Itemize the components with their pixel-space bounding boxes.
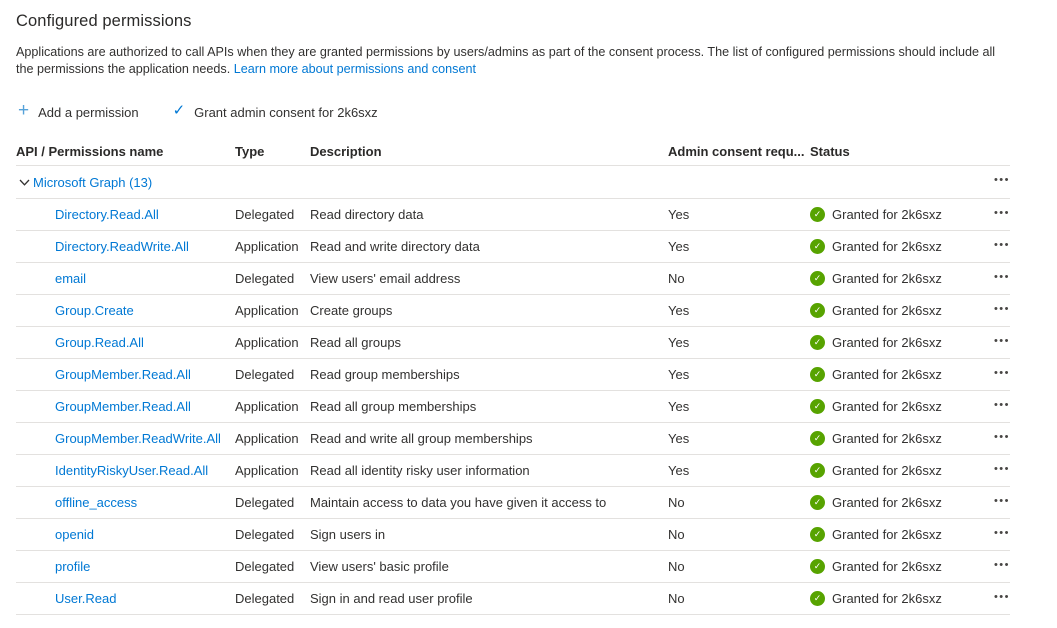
- group-menu-cell: [985, 173, 1010, 191]
- table-row: [16, 391, 1010, 423]
- permission-type-cell: Application: [235, 463, 299, 478]
- permission-name-link[interactable]: Group.Read.All: [55, 335, 144, 350]
- permission-name-cell: [16, 335, 235, 350]
- status-text: Granted for 2k6sxz: [832, 335, 942, 350]
- permission-name-cell: [16, 367, 235, 382]
- permission-description-cell: Read directory data: [310, 207, 424, 222]
- permission-name-link[interactable]: GroupMember.ReadWrite.All: [55, 431, 221, 446]
- table-row: [16, 519, 1010, 551]
- add-permission-button[interactable]: [16, 101, 141, 124]
- status-cell: [810, 399, 985, 414]
- admin-consent-required-cell: No: [668, 527, 685, 542]
- admin-consent-required-cell: Yes: [668, 303, 690, 318]
- permission-type-cell: Delegated: [235, 207, 295, 222]
- checkmark-icon: ✓: [172, 102, 186, 119]
- row-menu-cell: [985, 334, 1010, 352]
- more-options-icon[interactable]: •••: [994, 398, 1010, 416]
- permission-name-link[interactable]: IdentityRiskyUser.Read.All: [55, 463, 209, 478]
- permission-description-cell: Read all groups: [310, 335, 402, 350]
- permission-name-link[interactable]: GroupMember.Read.All: [55, 367, 191, 382]
- permission-description-cell: Read and write directory data: [310, 239, 480, 254]
- grant-admin-consent-button[interactable]: [171, 101, 380, 124]
- status-cell: [810, 527, 985, 542]
- permission-name-cell: [16, 495, 235, 510]
- more-options-icon[interactable]: •••: [994, 366, 1010, 384]
- status-cell: [810, 463, 985, 478]
- more-options-icon[interactable]: •••: [994, 206, 1010, 224]
- row-menu-cell: [985, 398, 1010, 416]
- permission-name-link[interactable]: Directory.Read.All: [55, 207, 159, 222]
- permission-name-cell: [16, 239, 235, 254]
- permission-name-cell: [16, 463, 235, 478]
- status-cell: [810, 431, 985, 446]
- status-text: Granted for 2k6sxz: [832, 271, 942, 286]
- permission-type-cell: Application: [235, 303, 299, 318]
- row-menu-cell: [985, 462, 1010, 480]
- more-options-icon[interactable]: •••: [994, 334, 1010, 352]
- status-text: Granted for 2k6sxz: [832, 239, 942, 254]
- status-cell: [810, 303, 985, 318]
- table-row: [16, 231, 1010, 263]
- add-permission-label: Add a permission: [38, 104, 139, 120]
- granted-check-icon: ✓: [810, 559, 825, 574]
- admin-consent-required-cell: Yes: [668, 367, 690, 382]
- granted-check-icon: ✓: [810, 367, 825, 382]
- permissions-table: [16, 138, 1010, 615]
- plus-icon: +: [18, 100, 30, 121]
- table-row: [16, 295, 1010, 327]
- admin-consent-required-cell: Yes: [668, 335, 690, 350]
- permission-description-cell: Maintain access to data you have given it access to: [310, 495, 607, 510]
- permission-description-cell: Sign users in: [310, 527, 386, 542]
- table-row: [16, 551, 1010, 583]
- row-menu-cell: [985, 206, 1010, 224]
- page-title: Configured permissions: [16, 12, 192, 30]
- permission-name-cell: [16, 591, 235, 606]
- row-menu-cell: [985, 270, 1010, 288]
- row-menu-cell: [985, 430, 1010, 448]
- permission-name-cell: [16, 271, 235, 286]
- api-group-row-microsoft-graph: [16, 166, 1010, 199]
- admin-consent-required-cell: Yes: [668, 207, 690, 222]
- permission-type-cell: Application: [235, 239, 299, 254]
- table-row: [16, 327, 1010, 359]
- permission-name-link[interactable]: User.Read: [55, 591, 117, 606]
- permission-type-cell: Application: [235, 335, 299, 350]
- more-options-icon[interactable]: •••: [994, 270, 1010, 288]
- granted-check-icon: ✓: [810, 495, 825, 510]
- status-text: Granted for 2k6sxz: [832, 463, 942, 478]
- row-menu-cell: [985, 590, 1010, 608]
- permission-name-link[interactable]: offline_access: [55, 495, 138, 510]
- permission-type-cell: Delegated: [235, 559, 295, 574]
- granted-check-icon: ✓: [810, 239, 825, 254]
- permission-type-cell: Delegated: [235, 495, 295, 510]
- granted-check-icon: ✓: [810, 527, 825, 542]
- admin-consent-required-cell: Yes: [668, 239, 690, 254]
- status-cell: [810, 559, 985, 574]
- granted-check-icon: ✓: [810, 207, 825, 222]
- permission-name-link[interactable]: email: [55, 271, 87, 286]
- table-row: [16, 199, 1010, 231]
- permission-description-cell: Read and write all group memberships: [310, 431, 533, 446]
- granted-check-icon: ✓: [810, 399, 825, 414]
- status-text: Granted for 2k6sxz: [832, 303, 942, 318]
- admin-consent-required-cell: Yes: [668, 399, 690, 414]
- more-options-icon[interactable]: •••: [994, 173, 1010, 191]
- table-body: [16, 199, 1010, 615]
- status-text: Granted for 2k6sxz: [832, 399, 942, 414]
- admin-consent-required-cell: No: [668, 495, 685, 510]
- permission-type-cell: Application: [235, 399, 299, 414]
- header-admin-consent-required: Admin consent requ...: [668, 144, 805, 159]
- granted-check-icon: ✓: [810, 335, 825, 350]
- command-bar: [16, 98, 1010, 126]
- granted-check-icon: ✓: [810, 271, 825, 286]
- row-menu-cell: [985, 366, 1010, 384]
- permission-name-link[interactable]: Group.Create: [55, 303, 134, 318]
- header-status: Status: [810, 144, 850, 159]
- permission-name-link[interactable]: openid: [55, 527, 95, 542]
- granted-check-icon: ✓: [810, 303, 825, 318]
- more-options-icon[interactable]: •••: [994, 494, 1010, 512]
- status-cell: [810, 591, 985, 606]
- permission-description-cell: Read all identity risky user information: [310, 463, 530, 478]
- status-cell: [810, 239, 985, 254]
- granted-check-icon: ✓: [810, 431, 825, 446]
- status-text: Granted for 2k6sxz: [832, 591, 942, 606]
- permission-type-cell: Delegated: [235, 367, 295, 382]
- status-cell: [810, 207, 985, 222]
- status-cell: [810, 367, 985, 382]
- table-row: [16, 455, 1010, 487]
- permission-type-cell: Delegated: [235, 271, 295, 286]
- group-link-microsoft-graph[interactable]: Microsoft Graph (13): [33, 174, 153, 190]
- header-api-permissions-name: API / Permissions name: [16, 144, 164, 159]
- permission-type-cell: Application: [235, 431, 299, 446]
- description-text: Applications are authorized to call APIs when they are granted permissions by users/admins as part of the consent process. The list of configured permissions should include all the permissions the application needs.: [16, 45, 996, 76]
- granted-check-icon: ✓: [810, 463, 825, 478]
- permission-name-cell: [16, 207, 235, 222]
- row-menu-cell: [985, 302, 1010, 320]
- permission-type-cell: Delegated: [235, 527, 295, 542]
- more-options-icon[interactable]: •••: [994, 462, 1010, 480]
- row-menu-cell: [985, 526, 1010, 544]
- status-text: Granted for 2k6sxz: [832, 431, 942, 446]
- more-options-icon[interactable]: •••: [994, 238, 1010, 256]
- admin-consent-required-cell: Yes: [668, 431, 690, 446]
- table-header-row: [16, 138, 1010, 166]
- status-text: Granted for 2k6sxz: [832, 559, 942, 574]
- more-options-icon[interactable]: •••: [994, 558, 1010, 576]
- admin-consent-required-cell: No: [668, 591, 685, 606]
- status-text: Granted for 2k6sxz: [832, 495, 942, 510]
- permission-description-cell: Create groups: [310, 303, 393, 318]
- table-row: [16, 423, 1010, 455]
- permission-name-cell: [16, 431, 235, 446]
- status-text: Granted for 2k6sxz: [832, 367, 942, 382]
- header-type: Type: [235, 144, 265, 159]
- permission-name-link[interactable]: profile: [55, 559, 91, 574]
- grant-admin-consent-label: Grant admin consent for 2k6sxz: [194, 104, 378, 120]
- permission-description-cell: Read group memberships: [310, 367, 460, 382]
- permission-name-cell: [16, 527, 235, 542]
- table-row: [16, 359, 1010, 391]
- permission-description-cell: View users' basic profile: [310, 559, 449, 574]
- more-options-icon[interactable]: •••: [994, 590, 1010, 608]
- header-description: Description: [310, 144, 382, 159]
- admin-consent-required-cell: No: [668, 559, 685, 574]
- permission-name-link[interactable]: GroupMember.Read.All: [55, 399, 191, 414]
- more-options-icon[interactable]: •••: [994, 302, 1010, 320]
- permission-type-cell: Delegated: [235, 591, 295, 606]
- status-cell: [810, 335, 985, 350]
- status-cell: [810, 495, 985, 510]
- status-text: Granted for 2k6sxz: [832, 527, 942, 542]
- more-options-icon[interactable]: •••: [994, 526, 1010, 544]
- row-menu-cell: [985, 238, 1010, 256]
- status-cell: [810, 271, 985, 286]
- permission-name-cell: [16, 303, 235, 318]
- admin-consent-required-cell: No: [668, 271, 685, 286]
- table-row: [16, 263, 1010, 295]
- chevron-down-icon: [18, 176, 30, 188]
- permission-name-cell: [16, 399, 235, 414]
- permissions-description: [16, 44, 1010, 78]
- granted-check-icon: ✓: [810, 591, 825, 606]
- learn-more-link[interactable]: Learn more about permissions and consent: [233, 62, 476, 76]
- row-menu-cell: [985, 494, 1010, 512]
- permission-name-link[interactable]: Directory.ReadWrite.All: [55, 239, 189, 254]
- more-options-icon[interactable]: •••: [994, 430, 1010, 448]
- table-row: [16, 583, 1010, 615]
- table-row: [16, 487, 1010, 519]
- permission-description-cell: Sign in and read user profile: [310, 591, 473, 606]
- permission-description-cell: View users' email address: [310, 271, 461, 286]
- permission-description-cell: Read all group memberships: [310, 399, 477, 414]
- status-text: Granted for 2k6sxz: [832, 207, 942, 222]
- admin-consent-required-cell: Yes: [668, 463, 690, 478]
- permission-name-cell: [16, 559, 235, 574]
- row-menu-cell: [985, 558, 1010, 576]
- group-expander[interactable]: [16, 175, 985, 190]
